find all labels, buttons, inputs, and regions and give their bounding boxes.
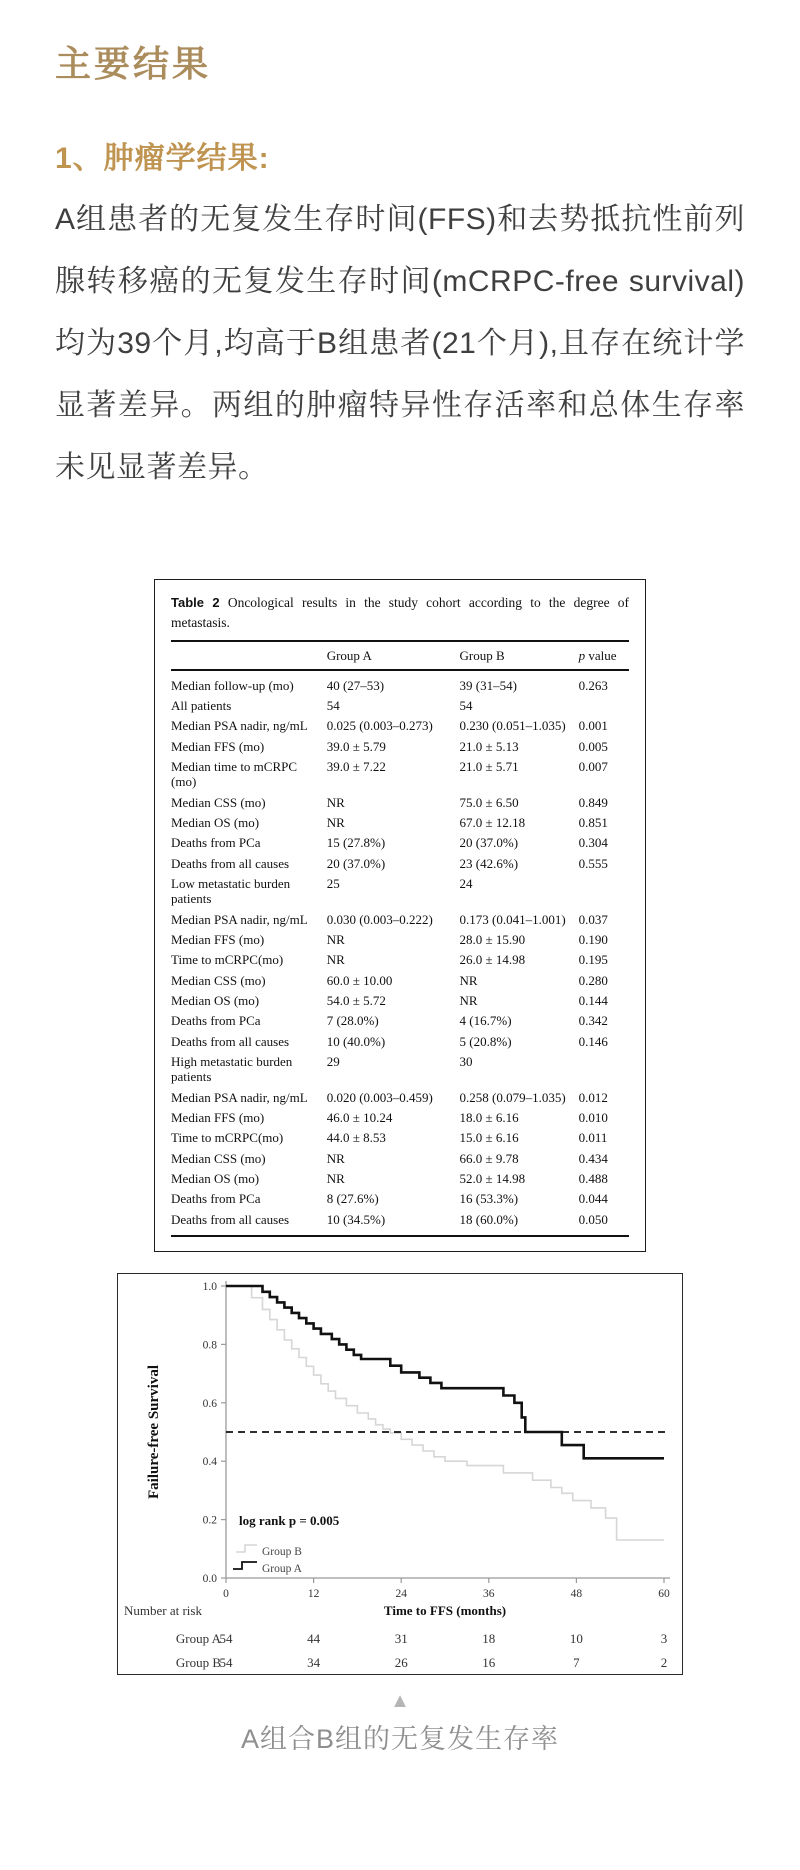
table-cell: 0.434 (578, 1150, 608, 1166)
results-table-figure (154, 579, 646, 1252)
table-row (171, 696, 629, 716)
table-cell: 0.195 (578, 952, 608, 968)
table-cell: 29 (326, 1054, 340, 1070)
risk-count: 2 (660, 1655, 668, 1671)
x-tick-label: 60 (658, 1588, 670, 1601)
figure-caption: A组合B组的无复发生存率 (240, 1724, 560, 1755)
table-cell: 30 (459, 1054, 473, 1070)
page-title: 主要结果 (55, 44, 212, 84)
table-cell: 21.0 ± 5.13 (459, 738, 519, 754)
table-row (171, 970, 629, 990)
table-cell (579, 874, 629, 910)
table-cell: NR (326, 932, 345, 948)
table-cell: 7 (28.0%) (326, 1013, 379, 1029)
table-cell: 0.001 (578, 718, 608, 734)
table-row (171, 1189, 629, 1209)
table-cell: Time to mCRPC(mo) (171, 1130, 284, 1146)
table-cell: Deaths from all causes (171, 855, 290, 871)
table-cell: 23 (42.6%) (459, 855, 519, 871)
table-cell: 16 (53.3%) (459, 1191, 519, 1207)
table-cell: Median PSA nadir, ng/mL (171, 718, 308, 734)
table-cell: 39.0 ± 7.22 (326, 759, 386, 775)
table-cell: NR (326, 1150, 345, 1166)
table-cell: 0.146 (578, 1033, 608, 1049)
table-cell: 0.005 (578, 738, 608, 754)
table-cell: 46.0 ± 10.24 (326, 1110, 393, 1126)
table-row (171, 1169, 629, 1189)
table-cell: Median time to mCRPC (mo) (171, 759, 298, 790)
x-tick-label: 24 (395, 1588, 407, 1601)
y-tick-label: 0.4 (202, 1456, 217, 1469)
column-header (171, 641, 327, 670)
risk-row-name: Group B (175, 1655, 221, 1671)
table-cell: 0.488 (578, 1171, 608, 1187)
table-cell: Deaths from PCa (171, 1013, 261, 1029)
table-row (171, 833, 629, 853)
risk-row-name: Group A (175, 1631, 221, 1647)
results-table-head (171, 641, 629, 670)
table-cell: 4 (16.7%) (459, 1013, 512, 1029)
caption-arrow-icon: ▲ (390, 1690, 410, 1713)
table-title-label: Table 2 (171, 595, 220, 610)
column-header: p value (579, 641, 629, 670)
table-cell: 44.0 ± 8.53 (326, 1130, 386, 1146)
table-cell: Median CSS (mo) (171, 1150, 266, 1166)
table-cell: NR (459, 993, 478, 1009)
table-row (171, 736, 629, 756)
table-cell: 75.0 ± 6.50 (459, 794, 519, 810)
km-plot-svg (118, 1274, 682, 1674)
table-cell: NR (326, 952, 345, 968)
table-cell: 18 (60.0%) (459, 1211, 519, 1227)
y-tick-label: 0.2 (202, 1514, 217, 1527)
risk-count: 54 (219, 1655, 233, 1671)
table-cell: 10 (40.0%) (326, 1033, 386, 1049)
table-cell: NR (326, 815, 345, 831)
table-cell: 20 (37.0%) (326, 855, 386, 871)
table-row (171, 909, 629, 929)
km-figure (117, 1273, 683, 1675)
y-axis-title: Failure-free Survival (146, 1365, 162, 1500)
x-tick-label: 0 (223, 1588, 229, 1601)
table-cell: 0.304 (578, 835, 608, 851)
table-cell: 0.030 (0.003–0.222) (326, 911, 433, 927)
table-cell: 0.007 (578, 759, 608, 775)
table-row (171, 813, 629, 833)
table-cell: 0.851 (578, 815, 608, 831)
table-row (171, 716, 629, 736)
body-paragraph: A组患者的无复发生存时间(FFS)和去势抵抗性前列腺转移癌的无复发生存时间(mCRPC-free survival)均为39个月,均高于B组患者(21个月),且存在统计学显著差异。两组的肿瘤特异性存活率和总体生存率未见显著差异。 (55, 203, 745, 484)
number-at-risk-label: Number at risk (124, 1603, 202, 1619)
x-tick-label: 36 (483, 1588, 495, 1601)
table-row (171, 1128, 629, 1148)
table-cell: 20 (37.0%) (459, 835, 519, 851)
table-row (171, 757, 629, 793)
table-row (171, 792, 629, 812)
table-title (171, 593, 629, 634)
table-cell: Deaths from all causes (171, 1211, 290, 1227)
table-cell: 0.144 (578, 993, 608, 1009)
risk-count: 54 (219, 1631, 233, 1647)
risk-count: 44 (307, 1631, 321, 1647)
risk-count: 16 (482, 1655, 496, 1671)
table-cell: 26.0 ± 14.98 (459, 952, 526, 968)
table-cell: Median follow-up (mo) (171, 677, 294, 693)
table-cell: 25 (326, 876, 340, 892)
table-cell: 15.0 ± 6.16 (459, 1130, 519, 1146)
table-cell: 66.0 ± 9.78 (459, 1150, 519, 1166)
risk-count: 7 (573, 1655, 580, 1671)
table-title-text: Oncological results in the study cohort according to the degree of metastasis. (171, 595, 629, 631)
table-cell: 40 (27–53) (326, 677, 385, 693)
table-cell: 67.0 ± 12.18 (459, 815, 526, 831)
risk-count: 34 (307, 1655, 321, 1671)
legend-line-group-a-icon (233, 1562, 257, 1569)
table-cell: 0.555 (578, 855, 608, 871)
table-cell: 0.011 (578, 1130, 608, 1146)
table-cell: 54.0 ± 5.72 (326, 993, 386, 1009)
table-cell: Deaths from all causes (171, 1033, 290, 1049)
table-cell: NR (326, 1171, 345, 1187)
table-row (171, 1209, 629, 1236)
table-cell: Median OS (mo) (171, 993, 260, 1009)
table-row (171, 1148, 629, 1168)
column-header: Group A (327, 641, 460, 670)
table-cell: 0.044 (578, 1191, 608, 1207)
table-cell: 0.342 (578, 1013, 608, 1029)
y-tick-label: 0.8 (202, 1339, 217, 1352)
risk-count: 10 (569, 1631, 583, 1647)
table-cell: 0.037 (578, 911, 608, 927)
table-cell: 60.0 ± 10.00 (326, 972, 393, 988)
table-cell: 39.0 ± 5.79 (326, 738, 386, 754)
y-tick-label: 0.6 (202, 1397, 217, 1410)
results-table (171, 640, 629, 1238)
table-cell: High metastatic burden patients (171, 1054, 293, 1085)
table-cell: Median FFS (mo) (171, 932, 265, 948)
table-cell: 0.010 (578, 1110, 608, 1126)
table-cell: 28.0 ± 15.90 (459, 932, 526, 948)
table-row (171, 1087, 629, 1107)
table-row (171, 874, 629, 910)
table-cell (579, 696, 629, 716)
table-row (171, 1011, 629, 1031)
results-table-body (171, 670, 629, 1236)
table-cell: NR (326, 794, 345, 810)
table-cell: 10 (34.5%) (326, 1211, 386, 1227)
table-row (171, 1108, 629, 1128)
table-cell: Deaths from PCa (171, 1191, 261, 1207)
x-axis-title: Time to FFS (months) (383, 1603, 507, 1619)
legend-line-group-b-icon (236, 1545, 257, 1552)
table-row (171, 1031, 629, 1051)
table-cell: 54 (459, 698, 473, 714)
table-cell: 8 (27.6%) (326, 1191, 379, 1207)
table-cell: 18.0 ± 6.16 (459, 1110, 519, 1126)
table-cell: 0.258 (0.079–1.035) (459, 1089, 566, 1105)
table-cell: 0.280 (578, 972, 608, 988)
table-cell: Median PSA nadir, ng/mL (171, 911, 308, 927)
table-row (171, 1052, 629, 1088)
table-row (171, 930, 629, 950)
table-cell: 24 (459, 876, 473, 892)
table-cell: 0.849 (578, 794, 608, 810)
header-row (171, 641, 629, 670)
table-cell: 15 (27.8%) (326, 835, 386, 851)
risk-count: 3 (660, 1631, 668, 1647)
risk-count: 18 (482, 1631, 496, 1647)
table-cell: 0.025 (0.003–0.273) (326, 718, 433, 734)
section-heading: 1、肿瘤学结果: (55, 142, 270, 175)
x-tick-label: 48 (570, 1588, 583, 1601)
table-cell (579, 1052, 629, 1088)
x-tick-label: 12 (307, 1588, 320, 1601)
table-cell: Median OS (mo) (171, 1171, 260, 1187)
legend-label-group-b: Group B (262, 1546, 302, 1559)
table-row (171, 991, 629, 1011)
table-cell: 0.190 (578, 932, 608, 948)
risk-count: 26 (394, 1655, 408, 1671)
legend-label-group-a: Group A (262, 1563, 302, 1576)
table-cell: NR (459, 972, 478, 988)
table-cell: Median OS (mo) (171, 815, 260, 831)
table-cell: 0.012 (578, 1089, 608, 1105)
risk-count: 31 (394, 1631, 408, 1647)
table-cell: 0.020 (0.003–0.459) (326, 1089, 433, 1105)
table-cell: Median CSS (mo) (171, 794, 266, 810)
table-cell: Low metastatic burden patients (171, 876, 291, 907)
table-cell: 52.0 ± 14.98 (459, 1171, 526, 1187)
table-cell: 0.263 (578, 677, 608, 693)
table-cell: Median CSS (mo) (171, 972, 266, 988)
table-cell: Median FFS (mo) (171, 738, 265, 754)
table-row (171, 670, 629, 696)
table-cell: Median FFS (mo) (171, 1110, 265, 1126)
table-cell: Deaths from PCa (171, 835, 261, 851)
curve-group-b (226, 1286, 664, 1540)
table-cell: 21.0 ± 5.71 (459, 759, 519, 775)
table-cell: 0.050 (578, 1211, 608, 1227)
column-header: Group B (460, 641, 579, 670)
table-cell: 0.230 (0.051–1.035) (459, 718, 566, 734)
table-row (171, 950, 629, 970)
table-cell: 54 (326, 698, 340, 714)
table-cell: All patients (171, 698, 232, 714)
table-row (171, 853, 629, 873)
table-cell: Median PSA nadir, ng/mL (171, 1089, 308, 1105)
y-tick-label: 1.0 (202, 1281, 217, 1294)
log-rank-annotation: log rank p = 0.005 (239, 1513, 340, 1529)
table-cell: Time to mCRPC(mo) (171, 952, 284, 968)
table-cell: 39 (31–54) (459, 677, 517, 693)
table-cell: 0.173 (0.041–1.001) (459, 911, 566, 927)
table-cell: 5 (20.8%) (459, 1033, 512, 1049)
y-tick-label: 0.0 (202, 1573, 217, 1586)
